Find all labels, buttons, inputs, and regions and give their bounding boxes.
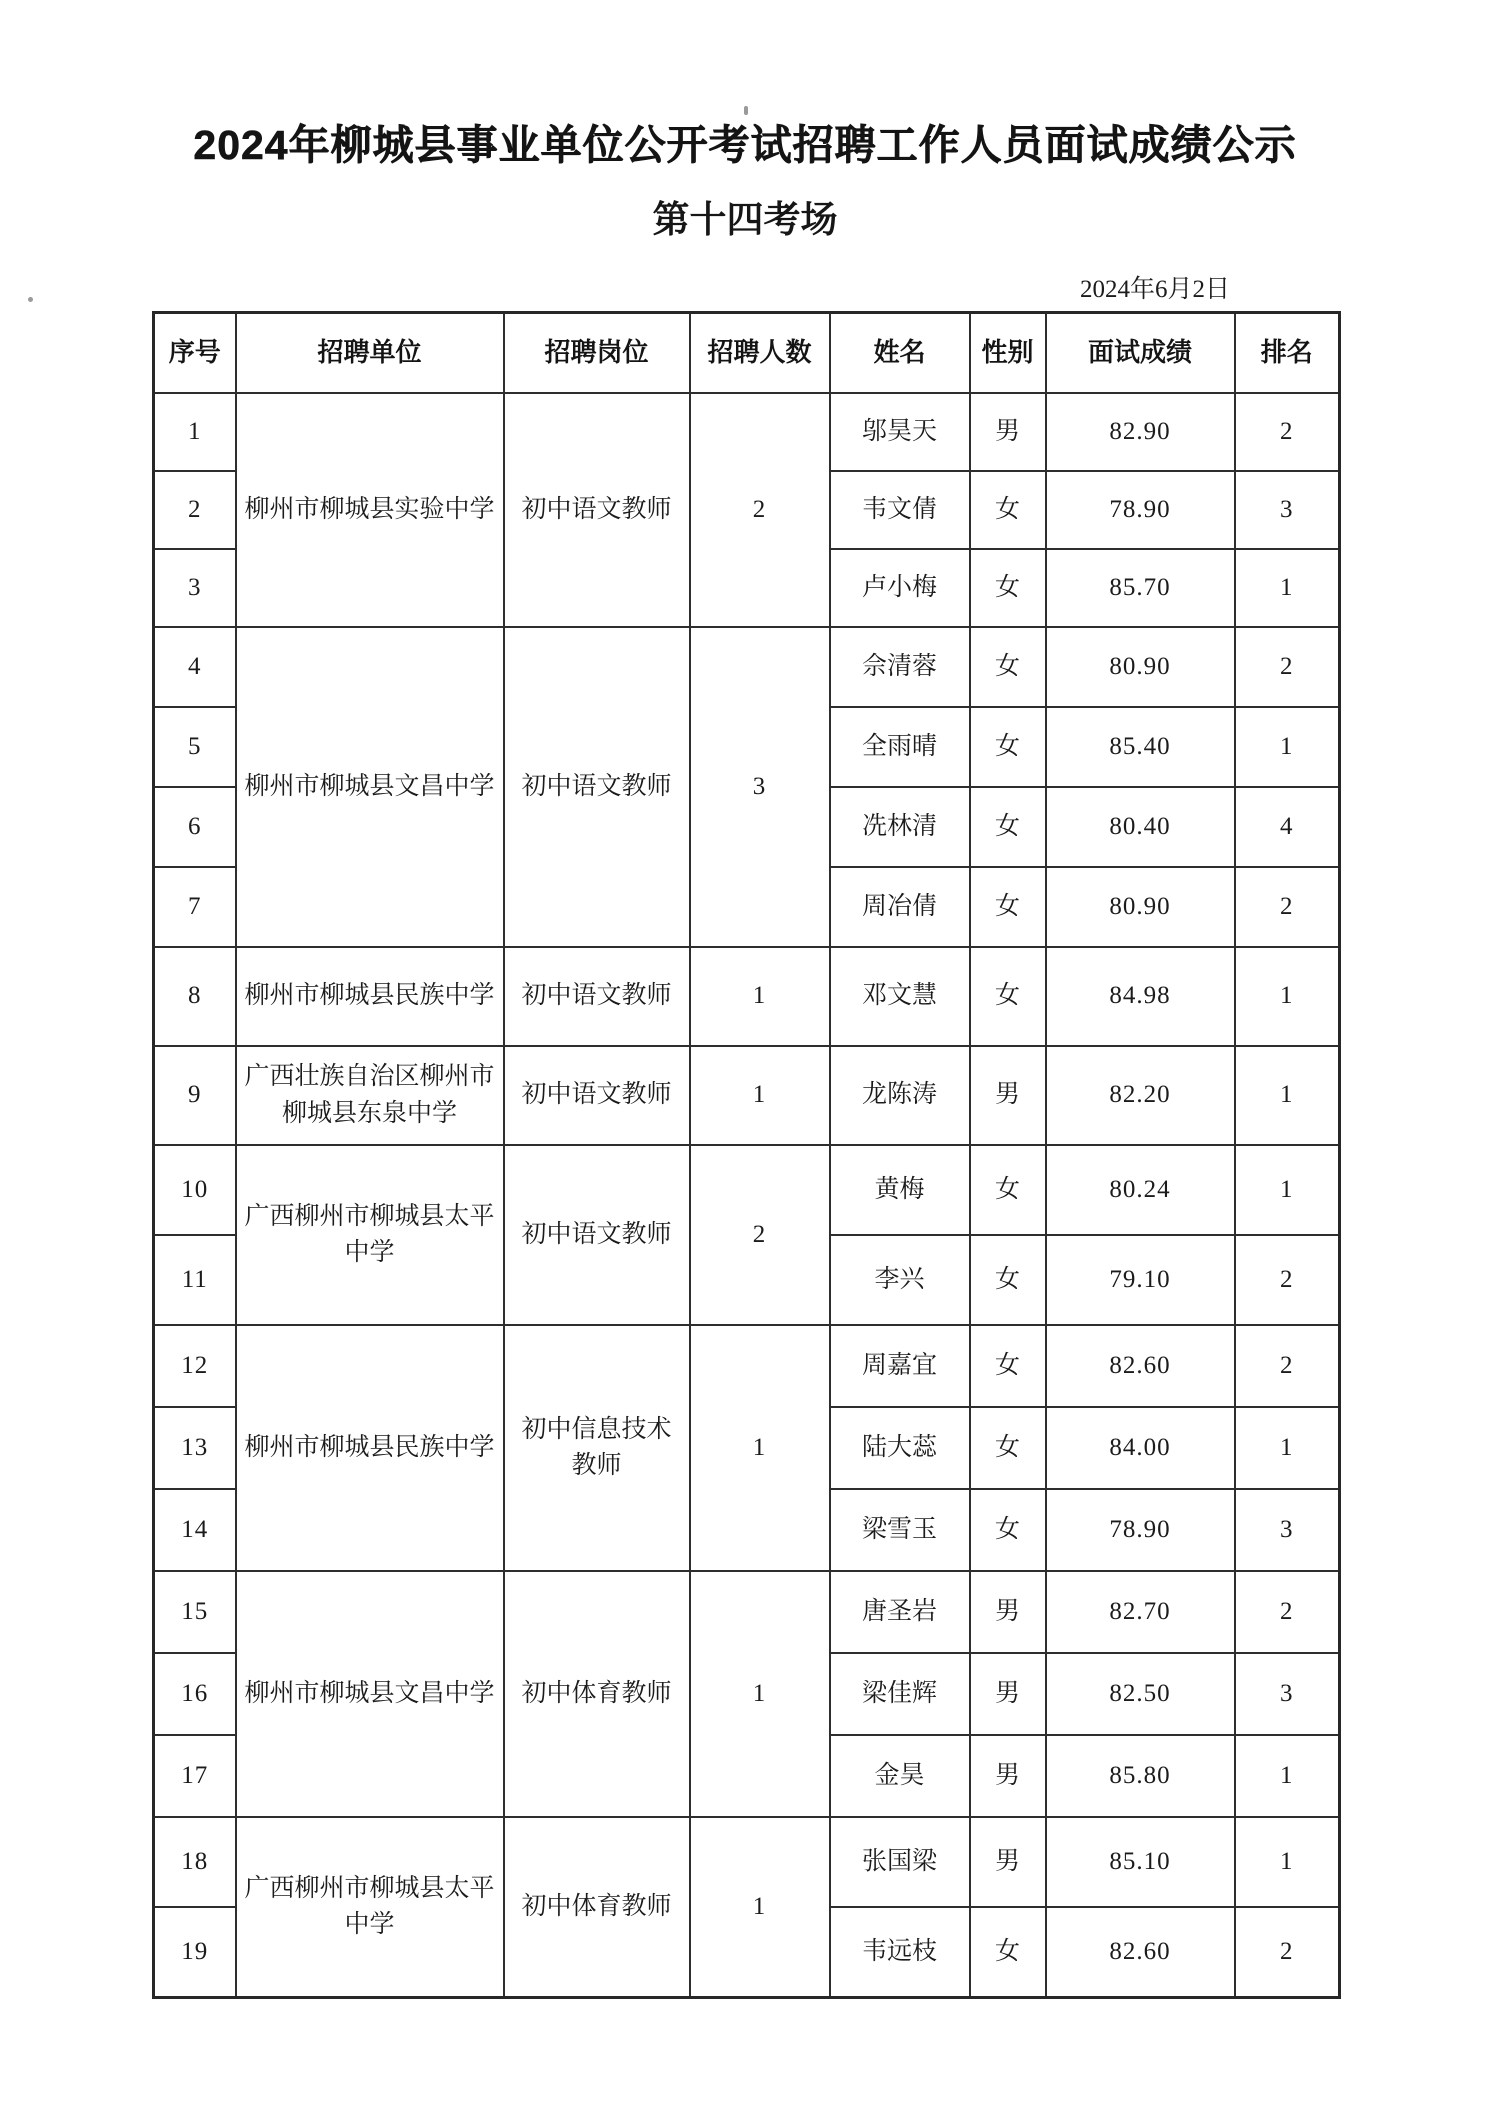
cell-score: 78.90 <box>1046 471 1235 549</box>
cell-name: 陆大蕊 <box>830 1407 970 1489</box>
cell-post: 初中体育教师 <box>504 1571 690 1817</box>
cell-rank: 1 <box>1235 707 1340 787</box>
cell-score: 85.40 <box>1046 707 1235 787</box>
header-no: 序号 <box>154 313 236 394</box>
cell-count: 3 <box>690 627 830 947</box>
cell-no: 16 <box>154 1653 236 1735</box>
cell-name: 卢小梅 <box>830 549 970 627</box>
cell-name: 冼林清 <box>830 787 970 867</box>
cell-rank: 3 <box>1235 471 1340 549</box>
cell-gender: 女 <box>970 1325 1046 1407</box>
cell-rank: 2 <box>1235 393 1340 471</box>
table-row <box>154 1571 1340 1653</box>
cell-gender: 女 <box>970 1907 1046 1998</box>
table-row <box>154 947 1340 1046</box>
cell-no: 8 <box>154 947 236 1046</box>
cell-gender: 男 <box>970 1571 1046 1653</box>
cell-unit: 柳州市柳城县实验中学 <box>236 393 504 627</box>
table-row <box>154 393 1340 471</box>
cell-gender: 女 <box>970 707 1046 787</box>
cell-rank: 1 <box>1235 1817 1340 1907</box>
cell-count: 1 <box>690 1325 830 1571</box>
cell-name: 梁雪玉 <box>830 1489 970 1571</box>
cell-gender: 女 <box>970 627 1046 707</box>
cell-unit: 广西壮族自治区柳州市柳城县东泉中学 <box>236 1046 504 1145</box>
cell-unit: 广西柳州市柳城县太平中学 <box>236 1145 504 1325</box>
cell-no: 12 <box>154 1325 236 1407</box>
cell-score: 79.10 <box>1046 1235 1235 1325</box>
cell-rank: 1 <box>1235 1735 1340 1817</box>
cell-name: 李兴 <box>830 1235 970 1325</box>
cell-rank: 1 <box>1235 947 1340 1046</box>
cell-gender: 女 <box>970 787 1046 867</box>
cell-name: 唐圣岩 <box>830 1571 970 1653</box>
cell-gender: 女 <box>970 1235 1046 1325</box>
cell-count: 1 <box>690 1817 830 1998</box>
cell-no: 5 <box>154 707 236 787</box>
cell-no: 13 <box>154 1407 236 1489</box>
cell-unit: 柳州市柳城县文昌中学 <box>236 627 504 947</box>
cell-score: 82.70 <box>1046 1571 1235 1653</box>
cell-score: 82.20 <box>1046 1046 1235 1145</box>
cell-name: 佘清蓉 <box>830 627 970 707</box>
header-score: 面试成绩 <box>1046 313 1235 394</box>
cell-rank: 2 <box>1235 627 1340 707</box>
cell-no: 9 <box>154 1046 236 1145</box>
cell-gender: 女 <box>970 867 1046 947</box>
cell-gender: 男 <box>970 1817 1046 1907</box>
scan-artifact <box>28 297 33 302</box>
cell-score: 82.50 <box>1046 1653 1235 1735</box>
cell-no: 18 <box>154 1817 236 1907</box>
cell-name: 黄梅 <box>830 1145 970 1235</box>
cell-rank: 2 <box>1235 1907 1340 1998</box>
cell-unit: 柳州市柳城县文昌中学 <box>236 1571 504 1817</box>
header-rank: 排名 <box>1235 313 1340 394</box>
cell-rank: 3 <box>1235 1653 1340 1735</box>
cell-gender: 女 <box>970 471 1046 549</box>
cell-score: 80.40 <box>1046 787 1235 867</box>
cell-name: 韦文倩 <box>830 471 970 549</box>
cell-rank: 1 <box>1235 1407 1340 1489</box>
cell-post: 初中体育教师 <box>504 1817 690 1998</box>
table-row <box>154 1817 1340 1907</box>
cell-no: 1 <box>154 393 236 471</box>
cell-no: 6 <box>154 787 236 867</box>
cell-no: 7 <box>154 867 236 947</box>
header-count: 招聘人数 <box>690 313 830 394</box>
table-header-row <box>154 313 1340 394</box>
cell-name: 周嘉宜 <box>830 1325 970 1407</box>
cell-score: 82.60 <box>1046 1325 1235 1407</box>
cell-post: 初中语文教师 <box>504 393 690 627</box>
cell-no: 19 <box>154 1907 236 1998</box>
cell-name: 周冶倩 <box>830 867 970 947</box>
table-row <box>154 1145 1340 1235</box>
cell-post: 初中语文教师 <box>504 947 690 1046</box>
cell-score: 80.90 <box>1046 867 1235 947</box>
cell-no: 14 <box>154 1489 236 1571</box>
cell-score: 80.24 <box>1046 1145 1235 1235</box>
table-row <box>154 627 1340 707</box>
cell-post: 初中语文教师 <box>504 1046 690 1145</box>
interview-score-table <box>152 311 1341 1999</box>
header-unit: 招聘单位 <box>236 313 504 394</box>
cell-count: 2 <box>690 393 830 627</box>
cell-no: 10 <box>154 1145 236 1235</box>
cell-score: 85.70 <box>1046 549 1235 627</box>
cell-name: 龙陈涛 <box>830 1046 970 1145</box>
cell-score: 84.00 <box>1046 1407 1235 1489</box>
cell-score: 78.90 <box>1046 1489 1235 1571</box>
cell-count: 1 <box>690 1046 830 1145</box>
header-name: 姓名 <box>830 313 970 394</box>
cell-unit: 广西柳州市柳城县太平中学 <box>236 1817 504 1998</box>
cell-no: 11 <box>154 1235 236 1325</box>
cell-unit: 柳州市柳城县民族中学 <box>236 947 504 1046</box>
cell-gender: 女 <box>970 1489 1046 1571</box>
cell-name: 邓文慧 <box>830 947 970 1046</box>
cell-gender: 女 <box>970 1407 1046 1489</box>
scan-artifact <box>744 106 748 115</box>
table-row <box>154 1325 1340 1407</box>
cell-gender: 女 <box>970 1145 1046 1235</box>
cell-gender: 男 <box>970 1653 1046 1735</box>
cell-unit: 柳州市柳城县民族中学 <box>236 1325 504 1571</box>
cell-rank: 1 <box>1235 549 1340 627</box>
cell-post: 初中语文教师 <box>504 1145 690 1325</box>
cell-score: 85.10 <box>1046 1817 1235 1907</box>
cell-no: 4 <box>154 627 236 707</box>
cell-rank: 3 <box>1235 1489 1340 1571</box>
cell-rank: 2 <box>1235 1571 1340 1653</box>
cell-name: 邬昊天 <box>830 393 970 471</box>
cell-gender: 男 <box>970 1046 1046 1145</box>
cell-rank: 1 <box>1235 1145 1340 1235</box>
cell-name: 梁佳辉 <box>830 1653 970 1735</box>
cell-name: 全雨晴 <box>830 707 970 787</box>
cell-count: 1 <box>690 1571 830 1817</box>
cell-score: 85.80 <box>1046 1735 1235 1817</box>
cell-score: 82.60 <box>1046 1907 1235 1998</box>
cell-no: 17 <box>154 1735 236 1817</box>
cell-name: 金昊 <box>830 1735 970 1817</box>
cell-count: 2 <box>690 1145 830 1325</box>
cell-rank: 2 <box>1235 1235 1340 1325</box>
document-date: 2024年6月2日 <box>1079 276 1230 303</box>
cell-name: 张国梁 <box>830 1817 970 1907</box>
cell-score: 84.98 <box>1046 947 1235 1046</box>
cell-rank: 4 <box>1235 787 1340 867</box>
cell-gender: 男 <box>970 1735 1046 1817</box>
cell-gender: 女 <box>970 549 1046 627</box>
cell-post: 初中语文教师 <box>504 627 690 947</box>
cell-count: 1 <box>690 947 830 1046</box>
document-content <box>152 112 1338 1999</box>
page-subtitle: 第十四考场 <box>652 199 838 240</box>
cell-rank: 2 <box>1235 867 1340 947</box>
page-title: 2024年柳城县事业单位公开考试招聘工作人员面试成绩公示 <box>193 122 1297 168</box>
cell-no: 2 <box>154 471 236 549</box>
cell-score: 80.90 <box>1046 627 1235 707</box>
cell-no: 3 <box>154 549 236 627</box>
cell-gender: 男 <box>970 393 1046 471</box>
cell-gender: 女 <box>970 947 1046 1046</box>
cell-no: 15 <box>154 1571 236 1653</box>
table-row <box>154 1046 1340 1145</box>
cell-post: 初中信息技术教师 <box>504 1325 690 1571</box>
header-post: 招聘岗位 <box>504 313 690 394</box>
cell-rank: 2 <box>1235 1325 1340 1407</box>
cell-score: 82.90 <box>1046 393 1235 471</box>
header-gender: 性别 <box>970 313 1046 394</box>
cell-name: 韦远枝 <box>830 1907 970 1998</box>
cell-rank: 1 <box>1235 1046 1340 1145</box>
